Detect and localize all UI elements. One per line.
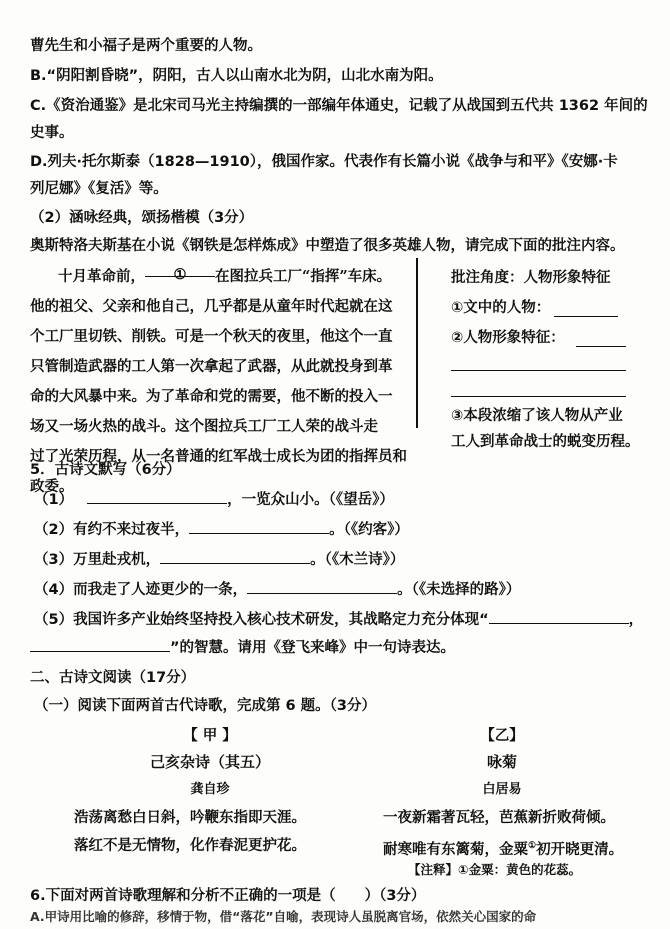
item-text: ”的智慧。请用《登飞来峰》中一句诗表达。	[170, 640, 456, 656]
q5-item-5	[34, 608, 643, 632]
q5-item-3	[34, 548, 404, 572]
part2-heading: 二、古诗文阅读（17分）	[30, 670, 196, 686]
blank-marker: ①	[173, 266, 187, 283]
poem-yi-line-part: 耐寒唯有东篱菊，金粟	[383, 840, 528, 858]
passage-line: 他的祖父、父亲和他自己，几乎都是从童年时代起就在这	[30, 298, 393, 315]
poem-yi-author: 白居易	[482, 782, 522, 797]
item-end: ，	[628, 612, 644, 628]
part2-sub: （一）阅读下面两首古代诗歌，完成第 6 题。（3分）	[34, 698, 377, 714]
section-intro: 奥斯特洛夫斯基在小说《钢铁是怎样炼成》中塑造了很多英雄人物，请完成下面的批注内容。	[30, 238, 625, 254]
option-c-cont: 史事。	[30, 125, 74, 141]
annotation-blank-3[interactable]	[451, 370, 626, 371]
item-text: 万里赴戎机，	[73, 552, 161, 568]
passage-line: 个工厂里切铁、削铁。可是一个秋天的夜里，他这个一直	[30, 328, 393, 345]
q5-item-4	[34, 578, 520, 602]
poem-yi-note: 【注释】①金粟：黄色的花蕊。	[408, 862, 582, 877]
item-number: （1）	[34, 492, 74, 508]
annotation-item-2: ②人物形象特征：	[451, 330, 565, 346]
item-text: 而我走了人迹更少的一条，	[73, 582, 248, 598]
q5-item-1	[34, 488, 394, 512]
annotation-item-3-cont: 工人到革命战士的蜕变历程。	[451, 434, 640, 450]
item-text: 有约不来过夜半，	[73, 522, 190, 538]
answer-blank[interactable]	[160, 549, 310, 564]
item-number: （2）	[34, 522, 74, 538]
option-d: D.列夫·托尔斯泰（1828—1910），俄国作家。代表作有长篇小说《战争与和平》《安娜·卡	[30, 154, 618, 170]
text-line: 曹先生和小福子是两个重要的人物。	[30, 38, 262, 54]
option-c: C.《资治通鉴》是北宋司马光主持编撰的一部编年体通史，记载了从战国到五代共 1362 年间的	[30, 98, 648, 114]
passage-line: 只管制造武器的工人第一次拿起了武器，从此就投身到革	[30, 358, 393, 375]
annotation-blank-4[interactable]	[451, 396, 626, 397]
q6-option-a: A.甲诗用比喻的修辞，移情于物，借“落花”自喻，表现诗人虽脱离官场，依然关心国家的命	[30, 909, 537, 924]
passage-line: 过了光荣历程，从一名普通的红军战士成长为团的指挥员和	[30, 448, 407, 465]
passage-line: 政委。	[30, 478, 74, 495]
annotation-item-1: ①文中的人物：	[451, 300, 551, 316]
poem-jia-line: 落红不是无情物，化作春泥更护花。	[74, 837, 306, 854]
item-end: 。（《木兰诗》）	[310, 552, 405, 568]
passage-pre: 十月革命前，	[58, 268, 145, 285]
answer-blank[interactable]	[87, 489, 227, 504]
answer-blank[interactable]	[30, 637, 170, 652]
poem-yi-tag: 【乙】	[480, 728, 524, 744]
q6-stem: 6.下面对两首诗歌理解和分析不正确的一项是（ ）（3分）	[30, 888, 426, 904]
poem-yi-line-part: 初开晓更清。	[536, 840, 624, 858]
answer-blank[interactable]	[189, 519, 329, 534]
poem-jia-author: 龚自珍	[190, 782, 230, 797]
item-number: （3）	[34, 552, 74, 568]
item-text: ，一览众山小。（《望岳》）	[227, 492, 394, 508]
item-number: （4）	[34, 582, 74, 598]
passage-post: 在图拉兵工厂“指挥”车床。	[215, 268, 392, 285]
q5-item-2	[34, 518, 409, 542]
q5-heading: 5．古诗文默写（6分）	[30, 462, 181, 478]
item-number: （5）	[34, 612, 74, 628]
annotation-blank-1[interactable]	[554, 316, 618, 317]
annotation-item-3: ③本段浓缩了该人物从产业	[451, 408, 623, 424]
annotation-blank-2[interactable]	[576, 346, 626, 347]
poem-jia-title: 己亥杂诗（其五）	[149, 753, 270, 771]
poem-jia-tag: 【 甲 】	[183, 728, 237, 744]
section-heading: （2）涵咏经典，颂扬楷模（3分）	[30, 210, 254, 226]
item-end: 。（《约客》）	[329, 522, 409, 538]
poem-yi-line	[383, 834, 623, 862]
poem-jia-line: 浩荡离愁白日斜，吟鞭东指即天涯。	[74, 809, 306, 826]
annotation-title: 批注角度：人物形象特征	[451, 270, 611, 286]
annotation-divider	[416, 258, 418, 428]
q5-item-5-cont	[30, 636, 455, 660]
answer-blank[interactable]	[489, 609, 629, 624]
option-b: B.“阴阳割昏晓”，阴阳，古人以山南水北为阴，山北水南为阳。	[30, 68, 443, 84]
passage-line: 场又一场火热的战斗。这个图拉兵工厂工人荣的战斗走	[30, 418, 378, 435]
passage-line: 命的大风暴中来。为了革命和党的需要，他不断的投入一	[30, 388, 393, 405]
answer-blank[interactable]	[247, 579, 397, 594]
answer-blank-1[interactable]	[145, 262, 215, 283]
poem-yi-line: 一夜新霜著瓦轻，芭蕉新折败荷倾。	[383, 809, 615, 826]
item-end: 。（《未选择的路》）	[397, 582, 521, 598]
poem-yi-title: 咏菊	[486, 753, 517, 771]
item-text: 我国许多产业始终坚持投入核心技术研发，其战略定力充分体现“	[73, 612, 489, 628]
footnote-marker: ①	[528, 841, 537, 851]
option-d-cont: 列尼娜》《复活》等。	[30, 181, 168, 197]
